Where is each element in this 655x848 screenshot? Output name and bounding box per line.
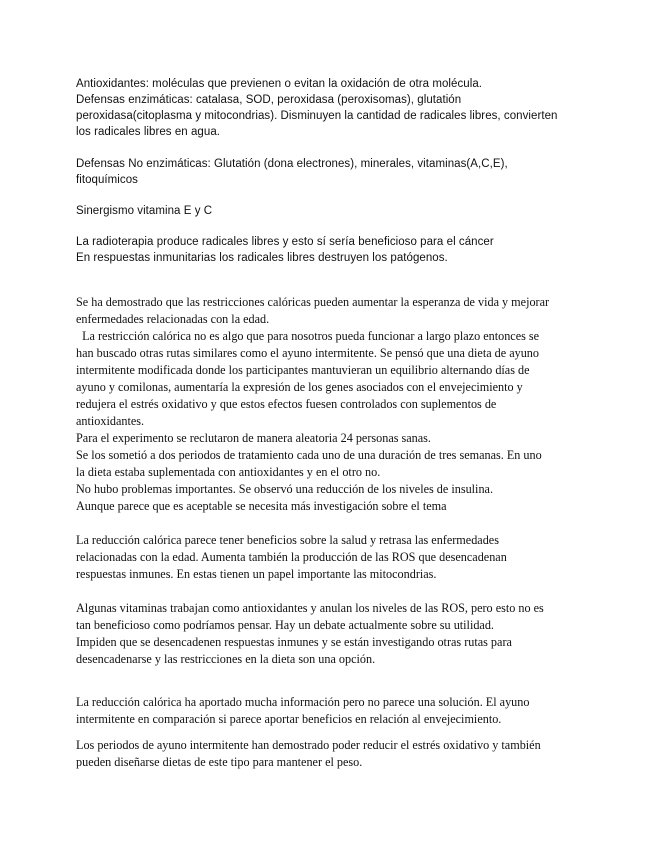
paragraph-caloric-restriction-study (76, 294, 576, 515)
text-line: La restricción calórica no es algo que para nosotros pueda funcionar a largo plazo entonces se (76, 329, 540, 343)
paragraph-radiotherapy (76, 234, 576, 266)
text-line: Aunque parece que es aceptable se necesita más investigación sobre el tema (76, 499, 447, 513)
text-line: Los periodos de ayuno intermitente han demostrado poder reducir el estrés oxidativo y también (76, 738, 541, 752)
text-line: No hubo problemas importantes. Se observó una reducción de los niveles de insulina. (76, 482, 493, 496)
text-line: tan beneficioso como podríamos pensar. Hay un debate actualmente sobre su utilidad. (76, 618, 494, 632)
text-line: pueden diseñarse dietas de este tipo para mantener el peso. (76, 755, 363, 769)
text-line: desencadenarse y las restricciones en la dieta son una opción. (76, 652, 376, 666)
text-line: enfermedades relacionadas con la edad. (76, 312, 270, 326)
text-line: Impiden que se desencadenen respuestas inmunes y se están investigando otras rutas para (76, 635, 512, 649)
paragraph-synergism (76, 203, 576, 219)
text-line: redujera el estrés oxidativo y que estos efectos fuesen controlados con suplementos de (76, 397, 497, 411)
text-line: fitoquímicos (76, 174, 138, 186)
paragraph-antioxidants (76, 76, 576, 140)
text-line: La reducción calórica parece tener beneficios sobre la salud y retrasa las enfermedades (76, 533, 499, 547)
text-line: intermitente en comparación si parece aportar beneficios en relación al envejecimiento. (76, 712, 502, 726)
text-line: relacionadas con la edad. Aumenta también la producción de las ROS que desencadenan (76, 550, 507, 564)
text-line: Para el experimento se reclutaron de manera aleatoria 24 personas sanas. (76, 431, 431, 445)
text-line: Defensas enzimáticas: catalasa, SOD, peroxidasa (peroxisomas), glutatión (76, 94, 462, 106)
text-line: La radioterapia produce radicales libres y esto sí sería beneficioso para el cáncer (76, 236, 494, 248)
text-line: antioxidantes. (76, 414, 145, 428)
text-line: Se ha demostrado que las restricciones calóricas pueden aumentar la esperanza de vida y mejorar (76, 295, 550, 309)
paragraph-non-enzymatic-defenses (76, 156, 576, 188)
text-line: Sinergismo vitamina E y C (76, 205, 213, 217)
text-line: peroxidasa(citoplasma y mitocondrias). Disminuyen la cantidad de radicales libres, convierten (76, 110, 558, 122)
text-line: respuestas inmunes. En estas tienen un papel importante las mitocondrias. (76, 567, 437, 581)
paragraph-vitamins-ros (76, 600, 576, 668)
text-line: los radicales libres en agua. (76, 126, 221, 138)
text-line: Se los sometió a dos periodos de tratamiento cada uno de una duración de tres semanas. En uno (76, 448, 542, 462)
paragraph-fasting-periods (76, 737, 576, 771)
text-line: la dieta estaba suplementada con antioxidantes y en el otro no. (76, 465, 381, 479)
text-line: Defensas No enzimáticas: Glutatión (dona electrones), minerales, vitaminas(A,C,E), (76, 158, 508, 170)
text-line: La reducción calórica ha aportado mucha información pero no parece una solución. El ayuno (76, 695, 530, 709)
text-line: Algunas vitaminas trabajan como antioxidantes y anulan los niveles de las ROS, pero esto no es (76, 601, 544, 615)
text-line: han buscado otras rutas similares como el ayuno intermitente. Se pensó que una dieta de ayuno (76, 346, 539, 360)
text-line: ayuno y comilonas, aumentaría la expresión de los genes asociados con el envejecimiento y (76, 380, 523, 394)
paragraph-caloric-reduction-benefits (76, 532, 576, 583)
paragraph-conclusion-fasting (76, 694, 576, 728)
text-line: Antioxidantes: moléculas que previenen o evitan la oxidación de otra molécula. (76, 78, 483, 90)
text-line: En respuestas inmunitarias los radicales libres destruyen los patógenos. (76, 252, 448, 264)
text-line: intermitente modificada donde los participantes mantuvieran un equilibrio alternando días de (76, 363, 530, 377)
